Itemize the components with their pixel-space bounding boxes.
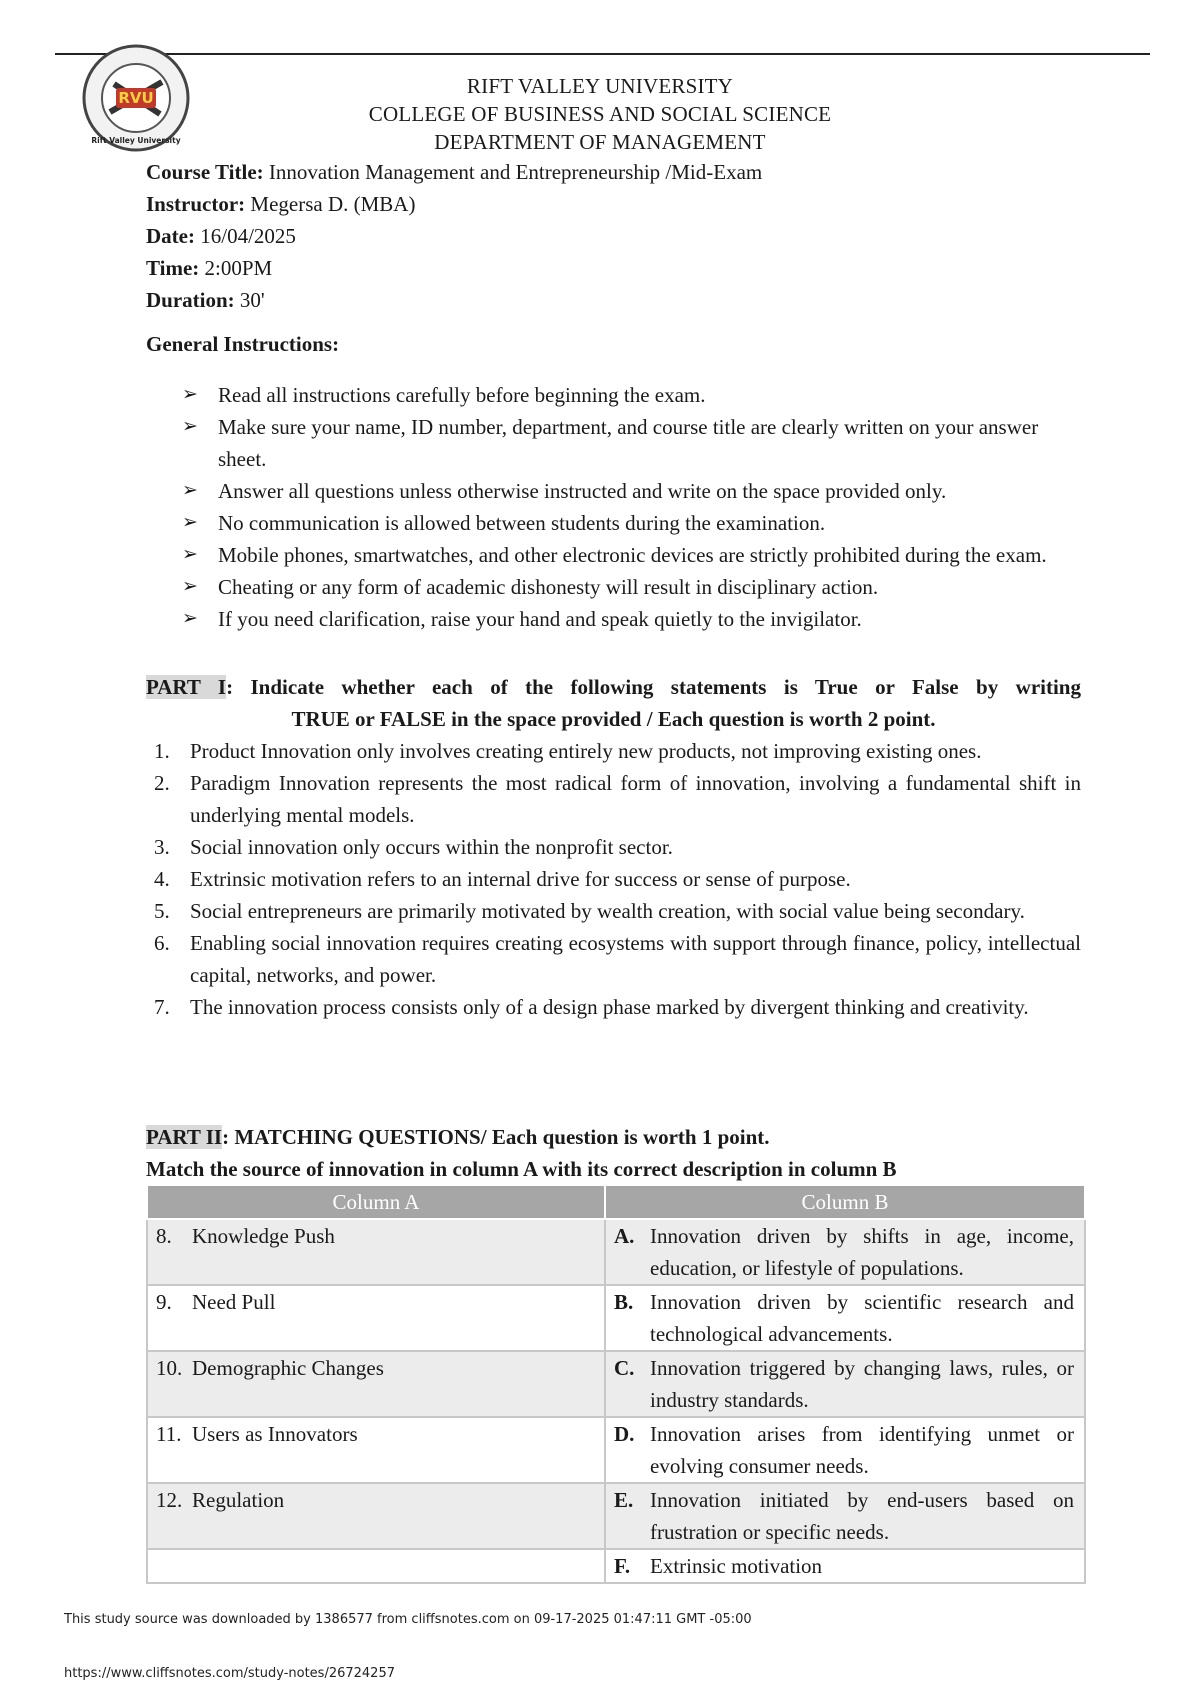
part2-heading: PART II: MATCHING QUESTIONS/ Each question is worth 1 point. Match the source of innovation in column A with its correct description in column B (146, 1121, 1081, 1185)
exam-duration: Duration: 30' (146, 288, 265, 312)
table-row: 12. Regulation E. Innovation initiated by end-users based on frustration or specific needs. (147, 1483, 1085, 1549)
instruction-item: ➢ No communication is allowed between students during the examination. (146, 507, 1081, 539)
instruction-item: ➢ Mobile phones, smartwatches, and other electronic devices are strictly prohibited during the exam. (146, 539, 1081, 571)
part2-label: PART II (146, 1125, 223, 1149)
instruction-item: ➢ If you need clarification, raise your hand and speak quietly to the invigilator. (146, 603, 1081, 635)
table-row: 11. Users as Innovators D. Innovation arises from identifying unmet or evolving consumer needs. (147, 1417, 1085, 1483)
arrow-bullet-icon: ➢ (182, 608, 198, 629)
general-instructions-title: General Instructions: (146, 332, 340, 356)
table-row: F. Extrinsic motivation (147, 1549, 1085, 1583)
svg-text:Rift Valley University: Rift Valley University (91, 136, 181, 145)
arrow-bullet-icon: ➢ (182, 416, 198, 437)
instruction-item: ➢ Make sure your name, ID number, department, and course title are clearly written on your answer sheet. (146, 411, 1081, 475)
question-item: 4. Extrinsic motivation refers to an internal drive for success or sense of purpose. (154, 867, 851, 891)
column-a-item: Users as Innovators (192, 1422, 358, 1446)
page-header (0, 72, 1200, 156)
column-b-item: Extrinsic motivation (650, 1554, 823, 1578)
question-item: 7. The innovation process consists only of a design phase marked by divergent thinking and creativity. (154, 995, 1029, 1019)
question-item: 2. Paradigm Innovation represents the most radical form of innovation, involving a fundamental shift in underlying mental models. (154, 771, 1081, 827)
source-url-link[interactable]: https://www.cliffsnotes.com/study-notes/26724257 (64, 1666, 395, 1681)
course-title: Course Title: Innovation Management and Entrepreneurship /Mid-Exam (146, 160, 763, 184)
table-row: 8. Knowledge Push A. Innovation driven by shifts in age, income, education, or lifestyle of populations. (147, 1219, 1085, 1285)
download-notice: This study source was downloaded by 1386577 from cliffsnotes.com on 09-17-2025 01:47:11 GMT -05:00 (64, 1612, 752, 1627)
column-a-item: Regulation (192, 1488, 285, 1512)
exam-time: Time: 2:00PM (146, 256, 273, 280)
part2-subheading: Match the source of innovation in column A with its correct description in column B (146, 1157, 897, 1181)
arrow-bullet-icon: ➢ (182, 480, 198, 501)
question-item: 6. Enabling social innovation requires creating ecosystems with support through finance, policy, intellectual capital, networks, and power. (154, 931, 1081, 987)
exam-meta (146, 156, 762, 316)
top-rule (55, 53, 1150, 55)
part1-heading: PART I: Indicate whether each of the following statements is True or False by writing TRUE or FALSE in the space provided / Each question is worth 2 point. (146, 675, 1081, 731)
matching-table (146, 1184, 1086, 1584)
true-false-questions (146, 735, 1081, 1023)
instructor: Instructor: Megersa D. (MBA) (146, 192, 416, 216)
part1-label: PART I (146, 675, 227, 699)
university-name: RIFT VALLEY UNIVERSITY (466, 74, 734, 98)
column-b-item: Innovation driven by shifts in age, income, education, or lifestyle of populations. (650, 1224, 1074, 1280)
college-name: COLLEGE OF BUSINESS AND SOCIAL SCIENCE (368, 102, 832, 126)
instruction-item: ➢ Cheating or any form of academic dishonesty will result in disciplinary action. (146, 571, 1081, 603)
instructions-list (146, 379, 1081, 635)
table-row: 9. Need Pull B. Innovation driven by scientific research and technological advancements. (147, 1285, 1085, 1351)
column-a-item: Knowledge Push (192, 1224, 335, 1248)
instruction-item: ➢ Read all instructions carefully before beginning the exam. (146, 379, 1081, 411)
column-a-item: Need Pull (192, 1290, 276, 1314)
arrow-bullet-icon: ➢ (182, 512, 198, 533)
svg-text:RVU: RVU (118, 89, 154, 107)
arrow-bullet-icon: ➢ (182, 544, 198, 565)
column-b-item: Innovation initiated by end-users based on frustration or specific needs. (650, 1488, 1074, 1544)
instruction-item: ➢ Answer all questions unless otherwise instructed and write on the space provided only. (146, 475, 1081, 507)
exam-date: Date: 16/04/2025 (146, 224, 296, 248)
question-item: 1. Product Innovation only involves creating entirely new products, not improving existing ones. (154, 739, 982, 763)
arrow-bullet-icon: ➢ (182, 576, 198, 597)
column-b-item: Innovation arises from identifying unmet or evolving consumer needs. (650, 1422, 1074, 1478)
column-a-header: Column A (147, 1185, 605, 1219)
column-a-item: Demographic Changes (192, 1356, 384, 1380)
column-b-item: Innovation driven by scientific research and technological advancements. (650, 1290, 1074, 1346)
question-item: 3. Social innovation only occurs within the nonprofit sector. (154, 835, 673, 859)
department-name: DEPARTMENT OF MANAGEMENT (434, 130, 766, 154)
column-b-header: Column B (605, 1185, 1085, 1219)
table-row: 10. Demographic Changes C. Innovation triggered by changing laws, rules, or industry standards. (147, 1351, 1085, 1417)
question-item: 5. Social entrepreneurs are primarily motivated by wealth creation, with social value being secondary. (154, 899, 1025, 923)
arrow-bullet-icon: ➢ (182, 384, 198, 405)
column-b-item: Innovation triggered by changing laws, rules, or industry standards. (650, 1356, 1074, 1412)
